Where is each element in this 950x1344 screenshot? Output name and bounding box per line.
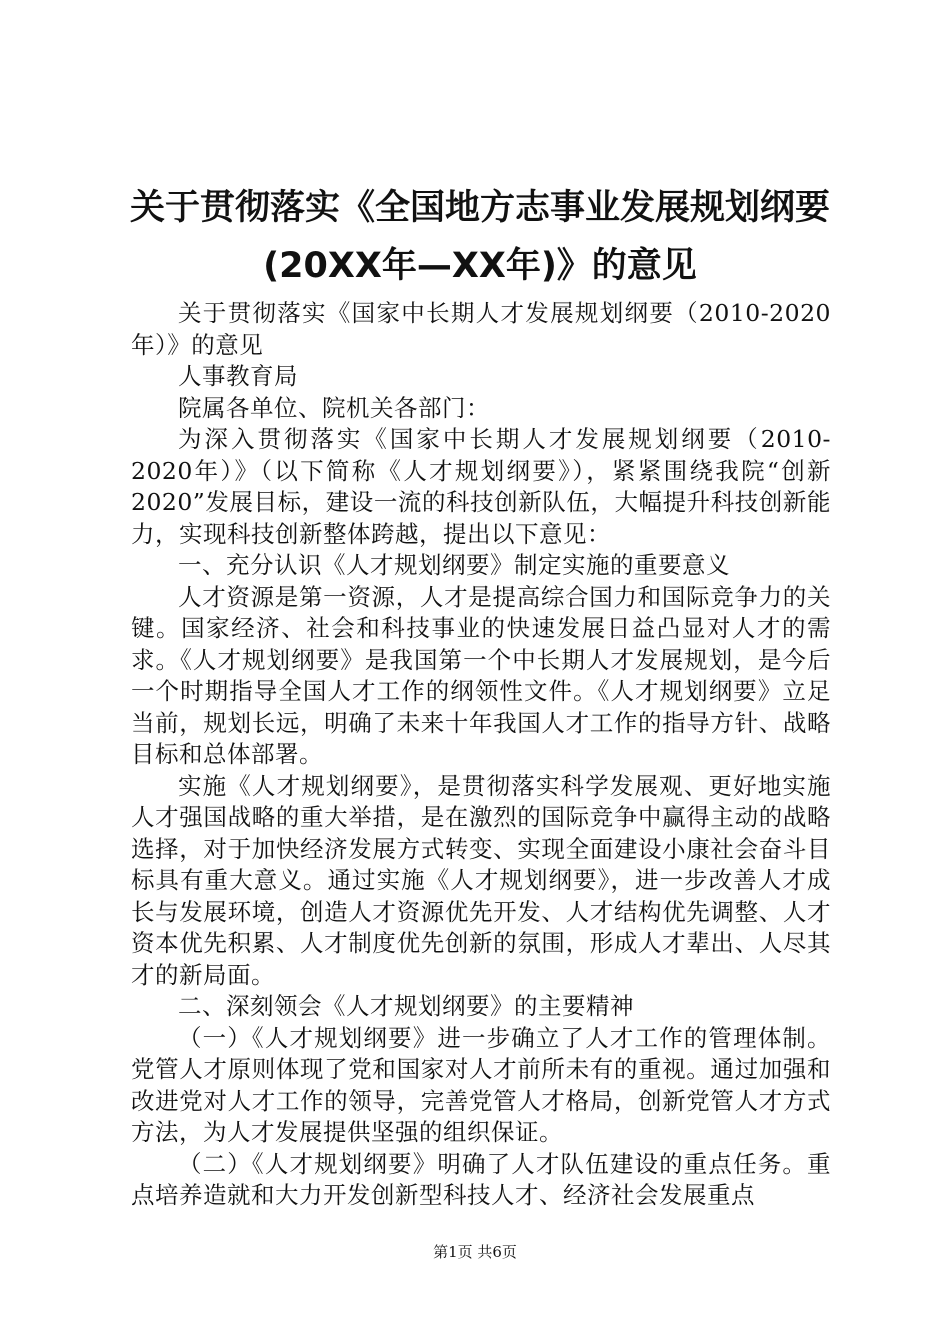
body-paragraph: 院属各单位、院机关各部门： [178, 393, 490, 422]
body-paragraph: 为深入贯彻落实《国家中长期人才发展规划纲要（2010-2020年）》（以下简称《人才规划纲要》），紧紧围绕我院“创新2020”发展目标，建设一流的科技创新队伍，大幅提升科技创新能力，实现科技创新整体跨越，提出以下意见： [131, 425, 831, 548]
body-paragraph: （二）《人才规划纲要》明确了人才队伍建设的重点任务。重点培养造就和大力开发创新型科技人才、经济社会发展重点 [131, 1149, 831, 1209]
section-heading: 一、充分认识《人才规划纲要》制定实施的重要意义 [178, 551, 730, 579]
body-paragraph: （一）《人才规划纲要》进一步确立了人才工作的管理体制。党管人才原则体现了党和国家对人才前所未有的重视。通过加强和改进党对人才工作的领导，完善党管人才格局，创新党管人才方式方法，为人才发展提供坚强的组织保证。 [131, 1023, 831, 1146]
page-footer: 第1页 共6页 [433, 1243, 517, 1261]
document-body [131, 298, 831, 1212]
body-paragraph: 关于贯彻落实《国家中长期人才发展规划纲要（2010-2020年）》的意见 [131, 299, 831, 359]
section-heading: 二、深刻领会《人才规划纲要》的主要精神 [178, 992, 634, 1020]
body-paragraph: 实施《人才规划纲要》，是贯彻落实科学发展观、更好地实施人才强国战略的重大举措，是在激烈的国际竞争中赢得主动的战略选择，对于加快经济发展方式转变、实现全面建设小康社会奋斗目标具有重大意义。通过实施《人才规划纲要》，进一步改善人才成长与发展环境，创造人才资源优先开发、人才结构优先调整、人才资本优先积累、人才制度优先创新的氛围，形成人才辈出、人尽其才的新局面。 [131, 771, 831, 989]
body-paragraph: 人事教育局 [178, 362, 298, 390]
document-title-line-1: 关于贯彻落实《全国地方志事业发展规划纲要 [129, 188, 830, 228]
document-title-line-2: (20XX年—XX年)》的意见 [263, 246, 697, 286]
body-paragraph: 人才资源是第一资源，人才是提高综合国力和国际竞争力的关键。国家经济、社会和科技事业的快速发展日益凸显对人才的需求。《人才规划纲要》是我国第一个中长期人才发展规划，是今后一个时期指导全国人才工作的纲领性文件。《人才规划纲要》立足当前，规划长远，明确了未来十年我国人才工作的指导方针、战略目标和总体部署。 [131, 582, 831, 768]
